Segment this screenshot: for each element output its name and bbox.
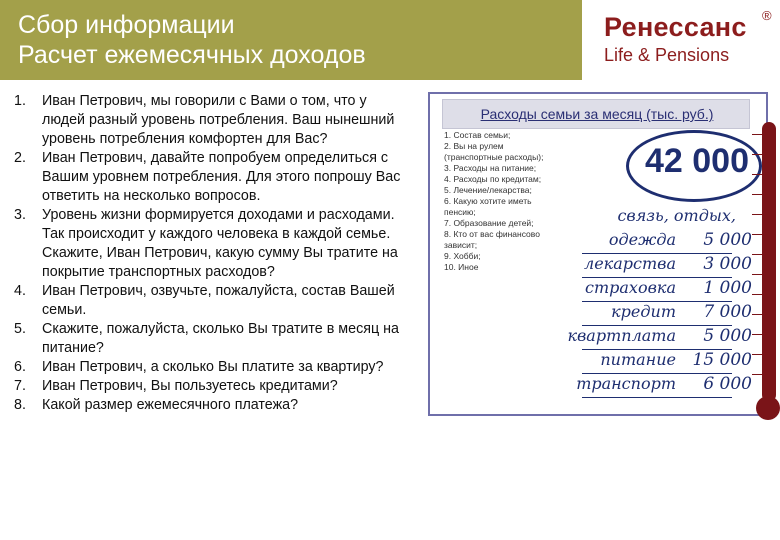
question-item [14,377,406,396]
expense-amount: 5 000 [703,326,752,346]
question-item [14,149,406,206]
expense-amount: 1 000 [703,278,752,298]
expense-label: страховка [585,278,676,297]
question-text: Иван Петрович, Вы пользуетесь кредитами? [42,378,338,394]
expense-amount: 6 000 [703,374,752,394]
figure-header [442,99,750,129]
expense-row [580,302,752,326]
tick-mark [752,254,762,255]
question-text: Иван Петрович, а сколько Вы платите за квартиру? [42,359,384,375]
question-number: 1. [14,93,26,109]
expense-label: квартплата [567,326,676,345]
question-text: Скажите, пожалуйста, сколько Вы тратите в месяц на питание? [42,321,399,356]
thermometer-bulb [756,396,780,420]
question-number: 4. [14,283,26,299]
question-text: Какой размер ежемесячного платежа? [42,397,299,413]
question-item [14,282,406,320]
expense-amount: 5 000 [703,230,752,250]
category-line: 3. Расходы на питание; [444,163,537,173]
question-item [14,358,406,377]
expense-label: транспорт [576,374,676,393]
figure-title: Расходы семьи за месяц (тыс. руб.) [480,106,714,122]
category-line: пенсию; [444,207,476,217]
question-number: 7. [14,378,26,394]
tick-mark [752,314,762,315]
category-line: 4. Расходы по кредитам; [444,174,542,184]
tick-mark [752,234,762,235]
expense-row [580,254,752,278]
question-number: 3. [14,207,26,223]
tick-mark [752,294,762,295]
expense-label: одежда [608,230,676,249]
expense-label: связь, отдых, [617,206,736,225]
tick-mark [752,174,762,175]
expense-label: кредит [611,302,676,321]
tick-mark [752,374,762,375]
category-line: 5. Лечение/лекарства; [444,185,532,195]
category-line: (транспортные расходы); [444,152,544,162]
tick-mark [752,134,762,135]
expense-row [580,206,752,230]
expense-amount: 3 000 [703,254,752,274]
expense-row [580,350,752,374]
question-item [14,320,406,358]
header-bar [0,0,780,80]
expense-amount: 7 000 [703,302,752,322]
category-line: 9. Хобби; [444,251,481,261]
expense-row [567,326,752,350]
expense-label: питание [600,350,676,369]
tick-mark [752,214,762,215]
category-line: 8. Кто от вас финансово [444,229,540,239]
registered-mark: ® [762,8,772,23]
expense-categories-list [444,130,574,273]
category-line: 10. Иное [444,262,479,272]
tick-mark [752,274,762,275]
expense-row [580,230,752,254]
question-list [14,92,406,415]
question-item [14,396,406,415]
expense-label: лекарства [584,254,676,273]
category-line: 1. Состав семьи; [444,130,511,140]
tick-mark [752,334,762,335]
expense-amount: 15 000 [692,350,752,370]
category-line: зависит; [444,240,478,250]
category-line: 2. Вы на рулем [444,141,504,151]
total-amount: 42 000 [645,142,749,180]
category-line: 6. Какую хотите иметь [444,196,532,206]
category-line: 7. Образование детей; [444,218,534,228]
logo-main-text: Ренессанс [604,12,747,42]
title-line-2: Расчет ежемесячных доходов [18,41,366,69]
question-text: Иван Петрович, давайте попробуем определиться с Вашим уровнем потребления. Для этого попрошу Вас ответить на несколько вопросов. [42,150,401,204]
tick-mark [752,194,762,195]
question-number: 8. [14,397,26,413]
logo [582,0,780,80]
title-line-1: Сбор информации [18,11,235,39]
tick-mark [752,354,762,355]
expenses-figure [428,92,768,416]
expense-row [576,374,752,398]
question-text: Уровень жизни формируется доходами и расходами. Так происходит у каждого человека в каждой семье. Скажите, Иван Петрович, какую сумму Вы тратите на покрытие транспортных расходов? [42,207,398,280]
handwritten-underline [582,397,732,398]
question-number: 2. [14,150,26,166]
question-item [14,206,406,282]
question-number: 6. [14,359,26,375]
question-text: Иван Петрович, озвучьте, пожалуйста, состав Вашей семьи. [42,283,395,318]
tick-mark [752,154,762,155]
expense-row [580,278,752,302]
thermometer-tube [762,122,776,402]
question-item [14,92,406,149]
logo-subtitle: Life & Pensions [604,45,730,65]
question-text: Иван Петрович, мы говорили с Вами о том, что у людей разный уровень потребления. Ваш нынешний уровень потребления комфортен для Вас? [42,93,395,147]
question-number: 5. [14,321,26,337]
page-title [18,10,366,70]
